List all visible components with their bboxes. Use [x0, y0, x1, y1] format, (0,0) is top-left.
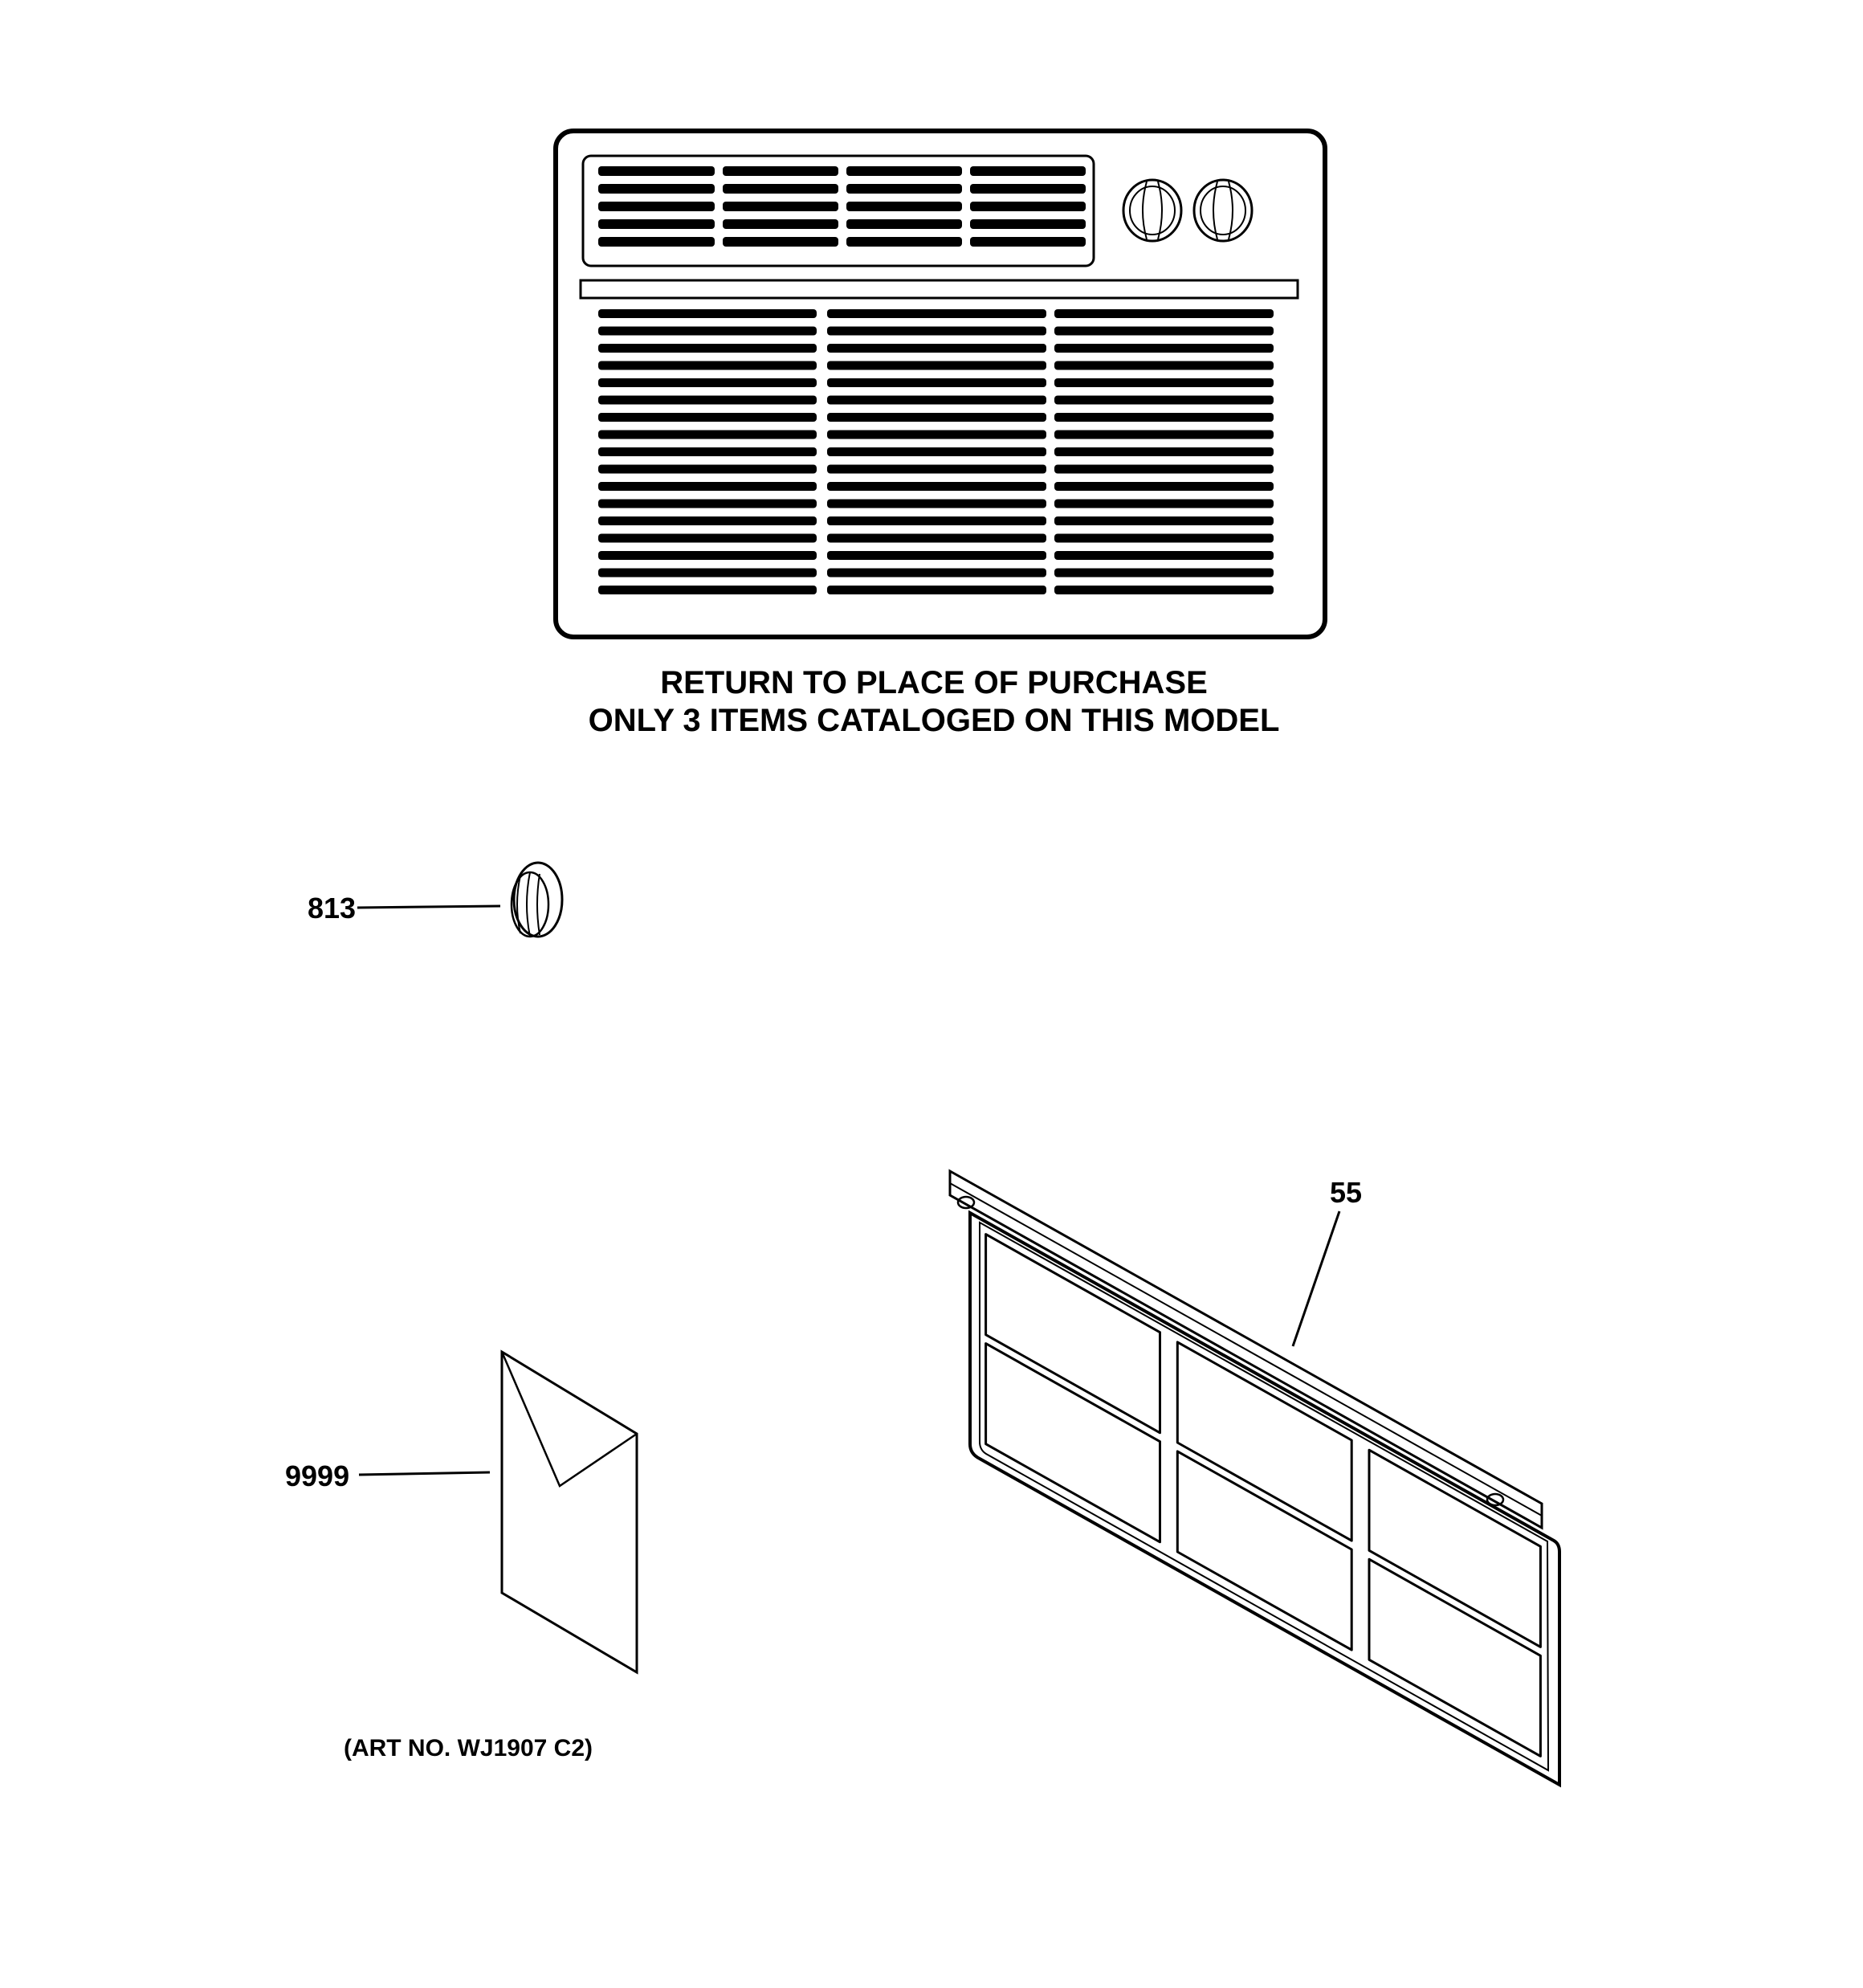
- louver-slat: [827, 344, 1046, 353]
- part-number-55: 55: [1329, 1176, 1363, 1209]
- louver-slat: [827, 396, 1046, 405]
- air-conditioner-illustration: [556, 131, 1325, 637]
- louver-slat: [598, 534, 817, 543]
- louver-slat: [827, 586, 1046, 594]
- louver-slat: [598, 202, 715, 211]
- louver-slat: [723, 237, 838, 247]
- louver-slat: [1054, 465, 1274, 474]
- caption-line-2: ONLY 3 ITEMS CATALOGED ON THIS MODEL: [588, 703, 1280, 738]
- louver-slat: [827, 534, 1046, 543]
- louver-slat: [1054, 569, 1274, 578]
- louver-slat: [970, 219, 1086, 229]
- caption-line-1: RETURN TO PLACE OF PURCHASE: [660, 665, 1208, 700]
- louver-slat: [970, 237, 1086, 247]
- louver-slat: [598, 166, 715, 176]
- louver-slat: [598, 378, 817, 387]
- control-knob-icon: [512, 863, 562, 937]
- louver-slat: [598, 361, 817, 370]
- louver-slat: [827, 413, 1046, 422]
- louver-slat: [598, 586, 817, 594]
- louver-slat: [598, 396, 817, 405]
- louver-slat: [970, 166, 1086, 176]
- louver-slat: [723, 184, 838, 194]
- leader-line-55: [1293, 1211, 1339, 1346]
- louver-slat: [827, 516, 1046, 525]
- louver-slat: [1054, 344, 1274, 353]
- louver-slat: [598, 516, 817, 525]
- owners-manual-icon: [502, 1352, 637, 1672]
- louver-slat: [1054, 447, 1274, 456]
- louver-slat: [723, 219, 838, 229]
- louver-slat: [827, 447, 1046, 456]
- part-number-813: 813: [308, 892, 357, 925]
- louver-slat: [1054, 516, 1274, 525]
- louver-slat: [598, 482, 817, 491]
- louver-slat: [827, 551, 1046, 560]
- louver-slat: [598, 465, 817, 474]
- louver-slat: [1054, 413, 1274, 422]
- lower-louvers: [598, 309, 1274, 594]
- louver-slat: [598, 551, 817, 560]
- louver-slat: [1054, 500, 1274, 508]
- louver-slat: [1054, 586, 1274, 594]
- air-filter-icon: [950, 1171, 1559, 1785]
- louver-slat: [1054, 534, 1274, 543]
- louver-slat: [723, 202, 838, 211]
- louver-slat: [1054, 396, 1274, 405]
- louver-slat: [598, 309, 817, 318]
- louver-slat: [846, 202, 962, 211]
- part-number-9999: 9999: [285, 1459, 350, 1492]
- louver-slat: [846, 237, 962, 247]
- divider-strip: [581, 280, 1298, 298]
- louver-slat: [827, 378, 1046, 387]
- louver-slat: [1054, 482, 1274, 491]
- louver-slat: [1054, 378, 1274, 387]
- louver-slat: [723, 166, 838, 176]
- louver-slat: [846, 184, 962, 194]
- louver-slat: [1054, 551, 1274, 560]
- louver-slat: [827, 569, 1046, 578]
- louver-slat: [827, 431, 1046, 439]
- louver-slat: [1054, 431, 1274, 439]
- louver-slat: [970, 184, 1086, 194]
- louver-slat: [1054, 309, 1274, 318]
- louver-slat: [598, 569, 817, 578]
- louver-slat: [598, 500, 817, 508]
- louver-slat: [598, 327, 817, 336]
- louver-slat: [827, 465, 1046, 474]
- louver-slat: [598, 184, 715, 194]
- unit-control-knobs: [1123, 180, 1252, 241]
- louver-slat: [598, 219, 715, 229]
- filter-mesh-panels: [986, 1235, 1541, 1757]
- louver-slat: [827, 309, 1046, 318]
- louver-slat: [827, 361, 1046, 370]
- leader-line-9999: [359, 1472, 490, 1475]
- louver-slat: [827, 500, 1046, 508]
- upper-louvers: [598, 166, 1086, 247]
- art-number: (ART NO. WJ1907 C2): [343, 1735, 593, 1761]
- louver-slat: [846, 166, 962, 176]
- louver-slat: [598, 344, 817, 353]
- louver-slat: [846, 219, 962, 229]
- louver-slat: [598, 447, 817, 456]
- louver-slat: [827, 482, 1046, 491]
- louver-slat: [598, 237, 715, 247]
- louver-slat: [827, 327, 1046, 336]
- louver-slat: [598, 413, 817, 422]
- louver-slat: [1054, 327, 1274, 336]
- louver-slat: [598, 431, 817, 439]
- louver-slat: [1054, 361, 1274, 370]
- leader-line-813: [357, 906, 500, 908]
- louver-slat: [970, 202, 1086, 211]
